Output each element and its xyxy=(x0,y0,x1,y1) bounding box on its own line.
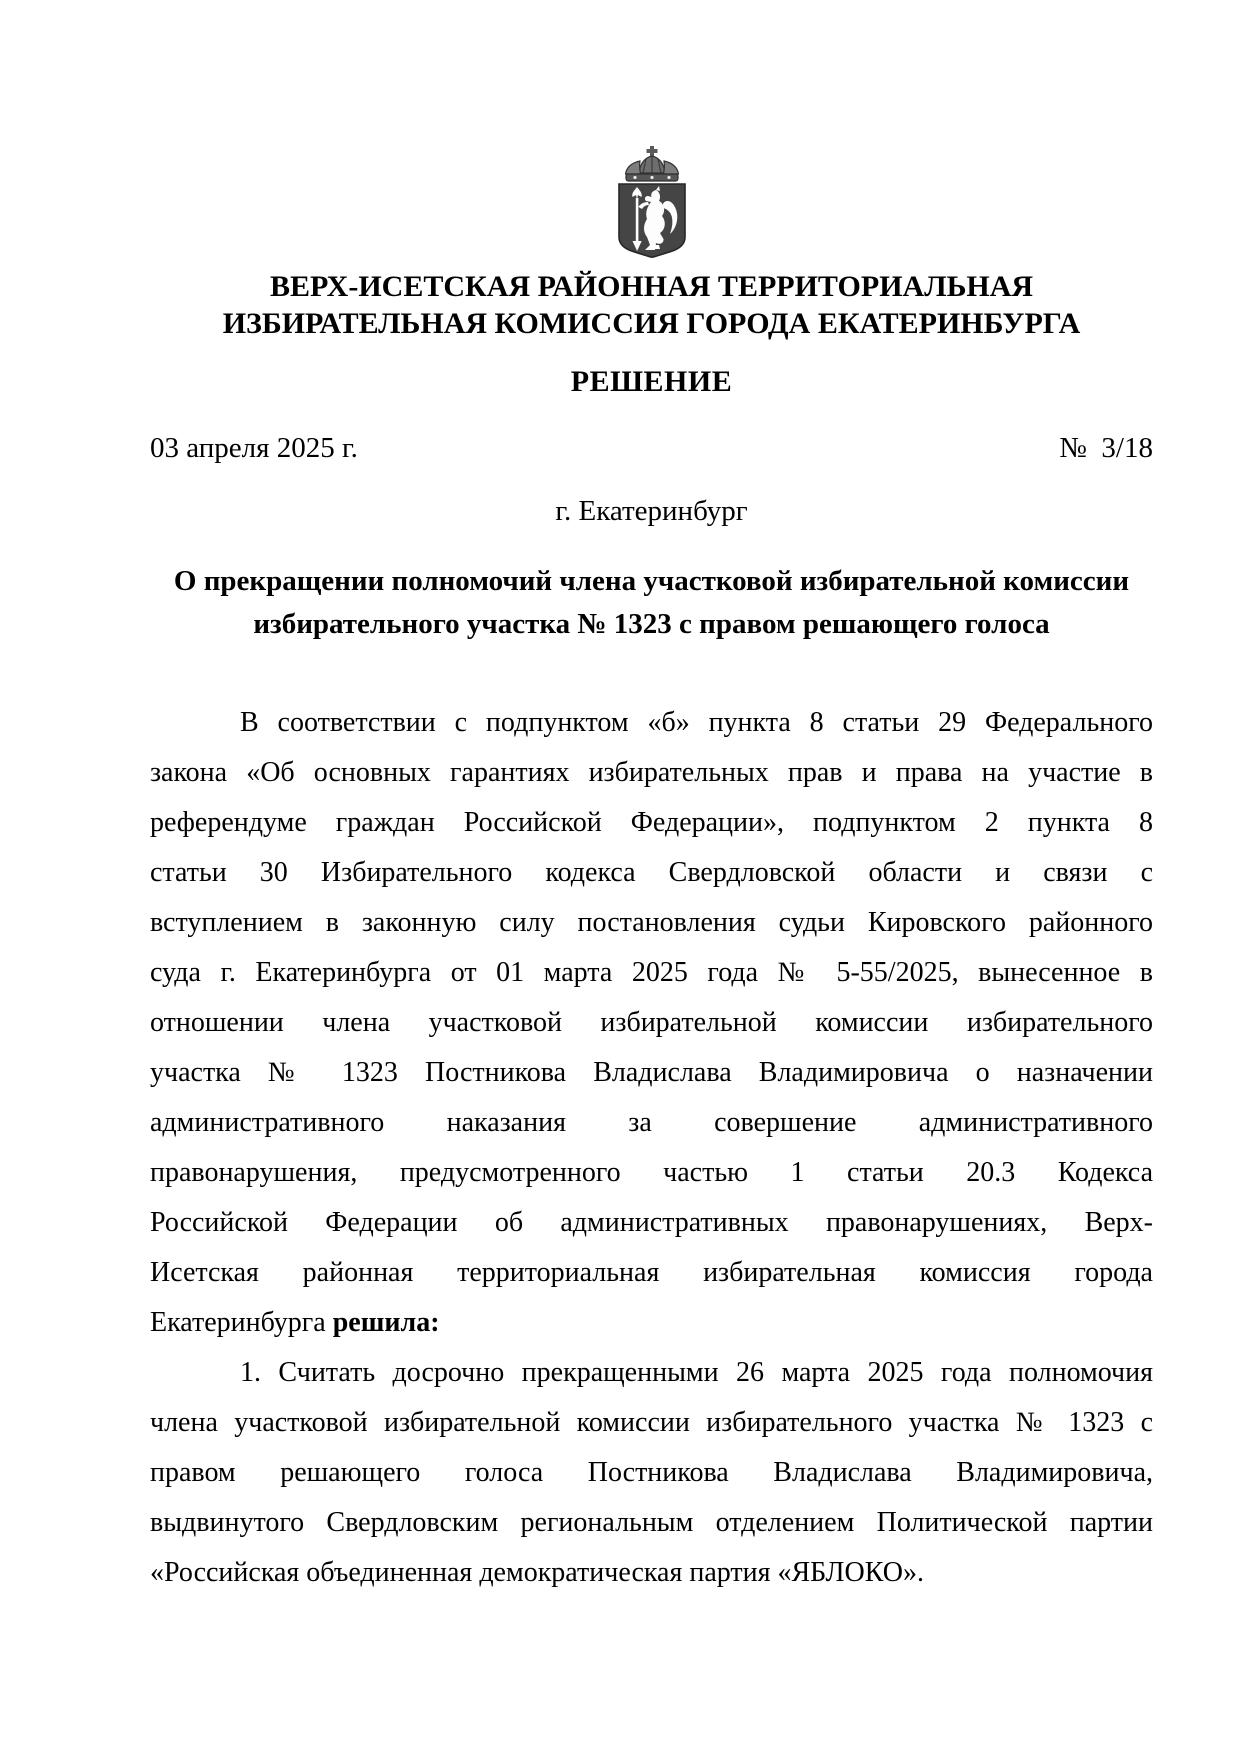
resolved-prefix: Екатеринбурга xyxy=(150,1307,333,1338)
document-subject-line2: избирательного участка № 1323 с правом решающего голоса xyxy=(253,608,1050,640)
body-line: В соответствии с подпунктом «б» пункта 8 статьи 29 Федерального xyxy=(240,707,1153,738)
body-line: суда г. Екатеринбурга от 01 марта 2025 года № 5-55/2025, вынесенное в xyxy=(150,957,1153,988)
body-line: члена участковой избирательной комиссии избирательного участка № 1323 с xyxy=(150,1407,1153,1438)
paragraph-resolution-item-1 xyxy=(150,1348,1153,1598)
paragraph-preamble xyxy=(150,698,1153,1348)
document-subject-line1: О прекращении полномочий члена участковой избирательной комиссии xyxy=(173,565,1130,597)
body-line: референдуме граждан Российской Федерации», подпунктом 2 пункта 8 xyxy=(150,807,1153,838)
body-line: отношении члена участковой избирательной комиссии избирательного xyxy=(150,1007,1153,1038)
body-line: выдвинутого Свердловским региональным отделением Политической партии xyxy=(150,1507,1153,1538)
body-line: закона «Об основных гарантиях избирательных прав и права на участие в xyxy=(150,757,1153,788)
resolved-keyword: решила: xyxy=(332,1307,440,1338)
document-type-title: РЕШЕНИЕ xyxy=(570,365,733,398)
body-line: «Российская объединенная демократическая партия «ЯБЛОКО». xyxy=(150,1557,924,1588)
body-line: статьи 30 Избирательного кодекса Свердловской области и связи с xyxy=(150,857,1153,888)
body-line: вступлением в законную силу постановления судьи Кировского районного xyxy=(150,907,1153,938)
body-line: 1. Считать досрочно прекращенными 26 марта 2025 года полномочия xyxy=(240,1357,1153,1388)
body-line-resolved xyxy=(150,1298,1153,1348)
document-number: № 3/18 xyxy=(1059,432,1153,464)
body-line: правонарушения, предусмотренного частью 1 статьи 20.3 Кодекса xyxy=(150,1157,1153,1188)
body-line: административного наказания за совершение административного xyxy=(150,1107,1153,1138)
document-date: 03 апреля 2025 г. xyxy=(150,432,358,464)
body-line: участка № 1323 Постникова Владислава Владимировича о назначении xyxy=(150,1057,1153,1088)
body-line: Российской Федерации об административных правонарушениях, Верх- xyxy=(150,1207,1153,1238)
body-line: Исетская районная территориальная избирательная комиссия города xyxy=(150,1257,1153,1288)
body-line: правом решающего голоса Постникова Владислава Владимировича, xyxy=(150,1457,1153,1488)
document-body xyxy=(150,698,1153,1598)
emblem-container xyxy=(150,0,1153,258)
organization-name-line1: ВЕРХ-ИСЕТСКАЯ РАЙОННАЯ ТЕРРИТОРИАЛЬНАЯ xyxy=(269,270,1034,303)
organization-name-line2: ИЗБИРАТЕЛЬНАЯ КОМИССИЯ ГОРОДА ЕКАТЕРИНБУРГА xyxy=(222,307,1081,340)
coat-of-arms-icon xyxy=(615,146,689,258)
city-label: г. Екатеринбург xyxy=(555,495,748,527)
date-number-row xyxy=(150,430,1153,467)
organization-name xyxy=(150,268,1153,342)
document-subject xyxy=(150,560,1153,646)
